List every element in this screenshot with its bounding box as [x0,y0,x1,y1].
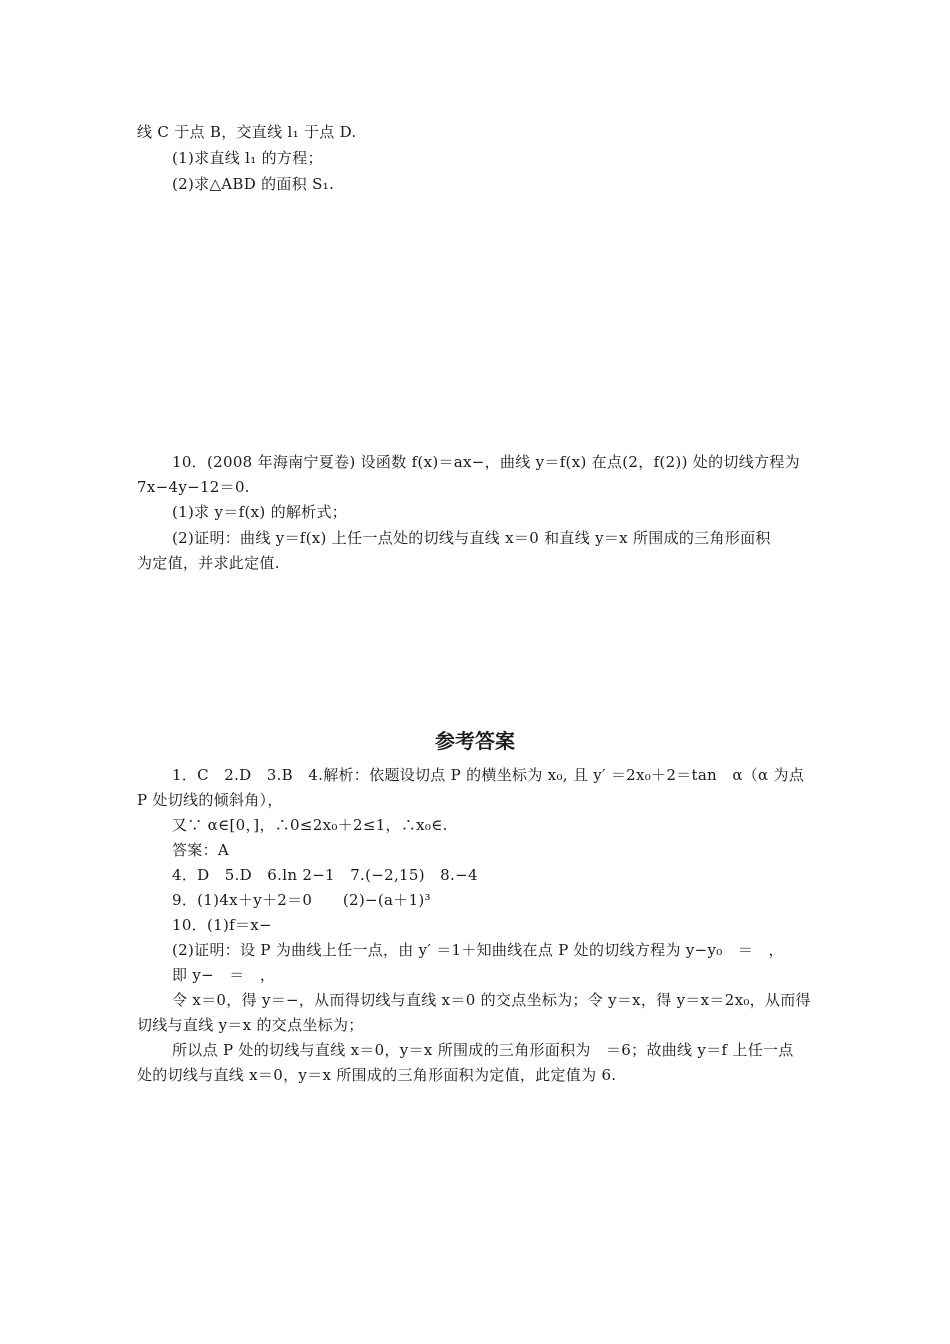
answers-title: 参考答案 [435,729,515,753]
answer-line: 又∵ α∈[0，]，∴0≤2x₀＋2≤1，∴x₀∈. [172,816,448,834]
answer-line: 令 x＝0，得 y＝−，从而得切线与直线 x＝0 的交点坐标为；令 y＝x，得 y＝x＝2x₀，从而得 [172,991,811,1009]
q10-part2-line2: 为定值，并求此定值. [137,554,280,572]
answer-line: 10．(1)f＝x− [172,916,272,934]
q10-part2-line1: (2)证明：曲线 y＝f(x) 上任一点处的切线与直线 x＝0 和直线 y＝x 所围成的三角形面积 [172,529,771,547]
answer-line: P 处切线的倾斜角）， [137,791,283,809]
answer-line: 1．C 2.D 3.B 4.解析：依题设切点 P 的横坐标为 x₀, 且 y′ ＝2x₀＋2＝tan α（α 为点 [172,766,805,784]
answer-line: (2)证明：设 P 为曲线上任一点，由 y′ ＝1＋知曲线在点 P 处的切线方程为 y−y₀ ＝ ， [172,941,784,959]
q9-part1: (1)求直线 l₁ 的方程； [172,149,323,167]
q10-part1: (1)求 y＝f(x) 的解析式； [172,503,348,521]
answer-line: 4．D 5.D 6.ln 2−1 7.(−2,15) 8.−4 [172,866,478,884]
q9-part2: (2)求△ABD 的面积 S₁. [172,175,335,193]
answer-line: 切线与直线 y＝x 的交点坐标为； [137,1016,364,1034]
q10-stem-line1: 10．(2008 年海南宁夏卷) 设函数 f(x)＝ax−，曲线 y＝f(x) 在点(2，f(2)) 处的切线方程为 [172,453,800,471]
q10-stem-line2: 7x−4y−12＝0. [137,478,250,496]
answer-line: 9．(1)4x＋y＋2＝0 (2)−(a＋1)³ [172,891,431,909]
answer-line: 答案：A [172,841,230,859]
q9-continuation-line: 线 C 于点 B，交直线 l₁ 于点 D. [137,123,357,141]
answer-line: 即 y− ＝ ， [172,966,276,984]
answer-line: 所以点 P 处的切线与直线 x＝0，y＝x 所围成的三角形面积为 ＝6；故曲线 y＝f 上任一点 [172,1041,794,1059]
answer-line: 处的切线与直线 x＝0，y＝x 所围成的三角形面积为定值，此定值为 6. [137,1066,617,1084]
